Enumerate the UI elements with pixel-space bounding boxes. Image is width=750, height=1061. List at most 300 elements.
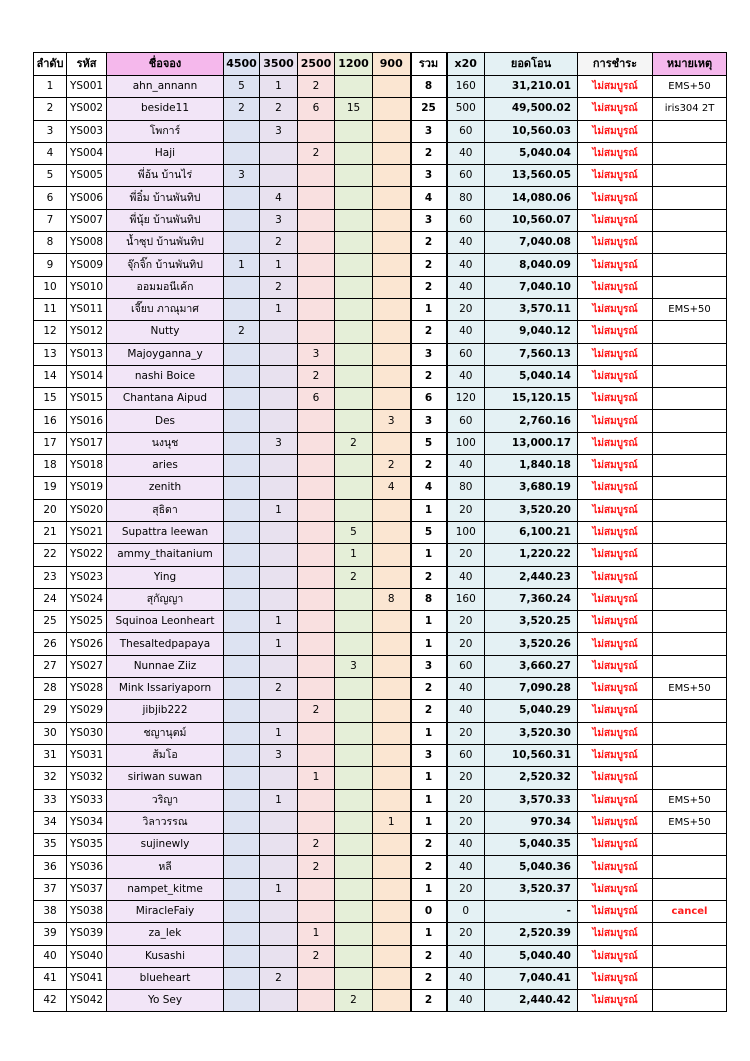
cell-code: YS025 (67, 611, 107, 633)
table-row (34, 521, 727, 543)
cell-3500: 2 (260, 678, 298, 700)
cell-4500 (224, 967, 260, 989)
cell-4500 (224, 120, 260, 142)
cell-code: YS016 (67, 410, 107, 432)
cell-900 (373, 98, 411, 120)
cell-1200 (335, 900, 373, 922)
cell-amount: 7,090.28 (485, 678, 578, 700)
cell-amount: 5,040.14 (485, 365, 578, 387)
cell-name: MiracleFaiy (107, 900, 224, 922)
header-2500: 2500 (298, 53, 335, 76)
cell-900 (373, 678, 411, 700)
table-row (34, 209, 727, 231)
cell-x20: 60 (447, 165, 485, 187)
cell-note: iris304 2T (653, 98, 727, 120)
cell-payment: ไม่สมบูรณ์ (578, 834, 653, 856)
cell-note (653, 276, 727, 298)
cell-2500 (298, 410, 335, 432)
cell-name: พี่อ้น บ้านไร่ (107, 165, 224, 187)
cell-x20: 40 (447, 834, 485, 856)
cell-total: 3 (411, 120, 447, 142)
cell-900: 2 (373, 455, 411, 477)
cell-payment: ไม่สมบูรณ์ (578, 343, 653, 365)
cell-1200 (335, 120, 373, 142)
cell-note (653, 165, 727, 187)
table-body (34, 76, 727, 1012)
cell-amount: 5,040.35 (485, 834, 578, 856)
cell-amount: 15,120.15 (485, 388, 578, 410)
cell-payment: ไม่สมบูรณ์ (578, 76, 653, 98)
cell-3500 (260, 767, 298, 789)
cell-4500: 2 (224, 98, 260, 120)
cell-3500: 2 (260, 967, 298, 989)
cell-x20: 20 (447, 811, 485, 833)
cell-3500 (260, 923, 298, 945)
header-row (34, 53, 727, 76)
cell-total: 3 (411, 655, 447, 677)
cell-amount: 3,520.26 (485, 633, 578, 655)
cell-total: 2 (411, 834, 447, 856)
cell-no: 25 (34, 611, 67, 633)
cell-2500: 2 (298, 700, 335, 722)
cell-2500: 2 (298, 834, 335, 856)
cell-3500 (260, 455, 298, 477)
cell-900 (373, 923, 411, 945)
cell-1200 (335, 477, 373, 499)
cell-code: YS012 (67, 321, 107, 343)
cell-code: YS015 (67, 388, 107, 410)
cell-x20: 40 (447, 990, 485, 1012)
cell-3500 (260, 900, 298, 922)
cell-4500 (224, 432, 260, 454)
cell-name: Haji (107, 142, 224, 164)
cell-4500 (224, 878, 260, 900)
table-row (34, 120, 727, 142)
cell-4500 (224, 388, 260, 410)
table-row (34, 298, 727, 320)
cell-note (653, 388, 727, 410)
cell-1200: 2 (335, 432, 373, 454)
cell-4500 (224, 633, 260, 655)
cell-900: 4 (373, 477, 411, 499)
cell-1200 (335, 499, 373, 521)
cell-note (653, 432, 727, 454)
cell-payment: ไม่สมบูรณ์ (578, 878, 653, 900)
table-row (34, 633, 727, 655)
cell-1200 (335, 298, 373, 320)
cell-4500 (224, 611, 260, 633)
cell-code: YS032 (67, 767, 107, 789)
cell-4500 (224, 767, 260, 789)
cell-1200 (335, 232, 373, 254)
cell-amount: 13,560.05 (485, 165, 578, 187)
cell-payment: ไม่สมบูรณ์ (578, 276, 653, 298)
cell-code: YS040 (67, 945, 107, 967)
cell-code: YS021 (67, 521, 107, 543)
cell-x20: 60 (447, 410, 485, 432)
cell-2500 (298, 990, 335, 1012)
cell-3500: 2 (260, 232, 298, 254)
cell-name: Supattra leewan (107, 521, 224, 543)
cell-note (653, 566, 727, 588)
cell-total: 1 (411, 811, 447, 833)
cell-total: 1 (411, 633, 447, 655)
cell-4500 (224, 566, 260, 588)
cell-total: 8 (411, 76, 447, 98)
cell-code: YS019 (67, 477, 107, 499)
cell-4500 (224, 544, 260, 566)
cell-900 (373, 365, 411, 387)
cell-900 (373, 187, 411, 209)
cell-payment: ไม่สมบูรณ์ (578, 232, 653, 254)
table-row (34, 967, 727, 989)
cell-amount: 7,040.41 (485, 967, 578, 989)
cell-name: ออมมอนีเค้ก (107, 276, 224, 298)
cell-code: YS018 (67, 455, 107, 477)
cell-1200: 3 (335, 655, 373, 677)
cell-name: วริญา (107, 789, 224, 811)
cell-code: YS042 (67, 990, 107, 1012)
cell-payment: ไม่สมบูรณ์ (578, 767, 653, 789)
cell-note (653, 700, 727, 722)
cell-1200 (335, 388, 373, 410)
cell-code: YS003 (67, 120, 107, 142)
cell-total: 2 (411, 276, 447, 298)
cell-total: 3 (411, 165, 447, 187)
cell-no: 39 (34, 923, 67, 945)
cell-2500 (298, 432, 335, 454)
cell-3500 (260, 588, 298, 610)
cell-code: YS036 (67, 856, 107, 878)
cell-total: 2 (411, 254, 447, 276)
cell-total: 3 (411, 343, 447, 365)
cell-x20: 160 (447, 588, 485, 610)
cell-no: 37 (34, 878, 67, 900)
cell-4500 (224, 700, 260, 722)
cell-4500 (224, 588, 260, 610)
cell-payment: ไม่สมบูรณ์ (578, 165, 653, 187)
cell-x20: 20 (447, 767, 485, 789)
cell-name: Thesaltedpapaya (107, 633, 224, 655)
table-row (34, 700, 727, 722)
cell-no: 15 (34, 388, 67, 410)
table-row (34, 878, 727, 900)
cell-amount: 2,440.23 (485, 566, 578, 588)
cell-payment: ไม่สมบูรณ์ (578, 187, 653, 209)
cell-4500 (224, 900, 260, 922)
cell-note (653, 499, 727, 521)
cell-900 (373, 343, 411, 365)
cell-no: 32 (34, 767, 67, 789)
cell-note (653, 990, 727, 1012)
cell-1200 (335, 633, 373, 655)
cell-no: 11 (34, 298, 67, 320)
cell-payment: ไม่สมบูรณ์ (578, 432, 653, 454)
cell-amount: 7,040.10 (485, 276, 578, 298)
cell-code: YS001 (67, 76, 107, 98)
cell-no: 40 (34, 945, 67, 967)
cell-name: Majoyganna_y (107, 343, 224, 365)
table-row (34, 499, 727, 521)
cell-4500 (224, 655, 260, 677)
cell-code: YS017 (67, 432, 107, 454)
table-row (34, 276, 727, 298)
table-row (34, 767, 727, 789)
cell-code: YS028 (67, 678, 107, 700)
cell-3500 (260, 945, 298, 967)
cell-no: 33 (34, 789, 67, 811)
cell-3500: 1 (260, 722, 298, 744)
cell-x20: 20 (447, 722, 485, 744)
cell-x20: 20 (447, 611, 485, 633)
header-code: รหัส (67, 53, 107, 76)
cell-3500 (260, 142, 298, 164)
cell-4500 (224, 343, 260, 365)
cell-3500: 1 (260, 611, 298, 633)
cell-x20: 100 (447, 432, 485, 454)
cell-4500 (224, 744, 260, 766)
cell-total: 1 (411, 767, 447, 789)
cell-no: 26 (34, 633, 67, 655)
cell-2500 (298, 455, 335, 477)
cell-1200 (335, 321, 373, 343)
cell-payment: ไม่สมบูรณ์ (578, 700, 653, 722)
cell-900 (373, 633, 411, 655)
cell-no: 6 (34, 187, 67, 209)
cell-code: YS030 (67, 722, 107, 744)
cell-no: 31 (34, 744, 67, 766)
cell-amount: 3,520.20 (485, 499, 578, 521)
cell-x20: 40 (447, 945, 485, 967)
cell-total: 4 (411, 187, 447, 209)
cell-name: หลี (107, 856, 224, 878)
header-900: 900 (373, 53, 411, 76)
cell-3500 (260, 165, 298, 187)
cell-4500 (224, 499, 260, 521)
cell-1200 (335, 165, 373, 187)
cell-amount: 2,520.39 (485, 923, 578, 945)
cell-x20: 40 (447, 142, 485, 164)
cell-name: beside11 (107, 98, 224, 120)
cell-payment: ไม่สมบูรณ์ (578, 499, 653, 521)
cell-900 (373, 499, 411, 521)
table-row (34, 923, 727, 945)
cell-note: EMS+50 (653, 811, 727, 833)
cell-3500: 1 (260, 789, 298, 811)
order-table (33, 52, 727, 1012)
cell-no: 38 (34, 900, 67, 922)
header-3500: 3500 (260, 53, 298, 76)
cell-x20: 160 (447, 76, 485, 98)
cell-3500: 1 (260, 254, 298, 276)
cell-code: YS010 (67, 276, 107, 298)
cell-amount: 3,660.27 (485, 655, 578, 677)
cell-payment: ไม่สมบูรณ์ (578, 544, 653, 566)
cell-no: 23 (34, 566, 67, 588)
cell-3500 (260, 834, 298, 856)
cell-note (653, 232, 727, 254)
cell-900 (373, 722, 411, 744)
cell-900 (373, 521, 411, 543)
cell-3500: 1 (260, 633, 298, 655)
cell-1200: 1 (335, 544, 373, 566)
cell-payment: ไม่สมบูรณ์ (578, 678, 653, 700)
cell-1200 (335, 923, 373, 945)
cell-note: cancel (653, 900, 727, 922)
cell-no: 35 (34, 834, 67, 856)
table-row (34, 432, 727, 454)
cell-note (653, 834, 727, 856)
cell-name: ชญานุตม์ (107, 722, 224, 744)
cell-3500: 1 (260, 878, 298, 900)
cell-1200 (335, 343, 373, 365)
cell-total: 1 (411, 499, 447, 521)
cell-total: 1 (411, 878, 447, 900)
cell-no: 7 (34, 209, 67, 231)
cell-total: 0 (411, 900, 447, 922)
cell-amount: 3,520.25 (485, 611, 578, 633)
cell-no: 28 (34, 678, 67, 700)
cell-note (653, 343, 727, 365)
cell-total: 2 (411, 856, 447, 878)
cell-note (653, 254, 727, 276)
cell-amount: 3,570.33 (485, 789, 578, 811)
cell-900 (373, 120, 411, 142)
cell-no: 42 (34, 990, 67, 1012)
cell-amount: 2,760.16 (485, 410, 578, 432)
header-4500: 4500 (224, 53, 260, 76)
table-row (34, 455, 727, 477)
cell-1200 (335, 834, 373, 856)
cell-note (653, 923, 727, 945)
cell-payment: ไม่สมบูรณ์ (578, 388, 653, 410)
cell-total: 3 (411, 744, 447, 766)
cell-2500 (298, 722, 335, 744)
cell-4500 (224, 298, 260, 320)
cell-name: นงนุช (107, 432, 224, 454)
cell-2500 (298, 120, 335, 142)
cell-name: nashi Boice (107, 365, 224, 387)
cell-x20: 40 (447, 700, 485, 722)
cell-name: Yo Sey (107, 990, 224, 1012)
cell-note (653, 655, 727, 677)
cell-code: YS013 (67, 343, 107, 365)
table-row (34, 655, 727, 677)
cell-x20: 20 (447, 789, 485, 811)
cell-no: 18 (34, 455, 67, 477)
cell-amount: 7,360.24 (485, 588, 578, 610)
cell-1200 (335, 76, 373, 98)
cell-4500 (224, 923, 260, 945)
cell-4500: 3 (224, 165, 260, 187)
cell-no: 3 (34, 120, 67, 142)
cell-code: YS004 (67, 142, 107, 164)
cell-4500: 2 (224, 321, 260, 343)
cell-code: YS034 (67, 811, 107, 833)
cell-amount: 10,560.31 (485, 744, 578, 766)
cell-total: 1 (411, 544, 447, 566)
table-row (34, 990, 727, 1012)
cell-4500 (224, 187, 260, 209)
cell-900 (373, 298, 411, 320)
cell-900 (373, 254, 411, 276)
cell-amount: 10,560.07 (485, 209, 578, 231)
cell-name: ส้มโอ (107, 744, 224, 766)
cell-3500 (260, 990, 298, 1012)
cell-note (653, 365, 727, 387)
cell-code: YS027 (67, 655, 107, 677)
cell-3500 (260, 856, 298, 878)
cell-2500 (298, 276, 335, 298)
cell-note (653, 878, 727, 900)
cell-name: Kusashi (107, 945, 224, 967)
cell-2500 (298, 499, 335, 521)
cell-2500: 2 (298, 365, 335, 387)
cell-code: YS011 (67, 298, 107, 320)
cell-900 (373, 945, 411, 967)
cell-note: EMS+50 (653, 678, 727, 700)
cell-no: 16 (34, 410, 67, 432)
cell-4500 (224, 722, 260, 744)
cell-no: 36 (34, 856, 67, 878)
cell-x20: 120 (447, 388, 485, 410)
cell-x20: 20 (447, 499, 485, 521)
cell-payment: ไม่สมบูรณ์ (578, 254, 653, 276)
cell-2500 (298, 633, 335, 655)
table-row (34, 611, 727, 633)
cell-payment: ไม่สมบูรณ์ (578, 588, 653, 610)
cell-1200 (335, 365, 373, 387)
table-row (34, 76, 727, 98)
table-row (34, 254, 727, 276)
cell-name: ahn_annann (107, 76, 224, 98)
cell-no: 34 (34, 811, 67, 833)
header-1200: 1200 (335, 53, 373, 76)
cell-1200 (335, 611, 373, 633)
cell-900 (373, 142, 411, 164)
cell-x20: 40 (447, 678, 485, 700)
cell-note (653, 142, 727, 164)
cell-amount: 14,080.06 (485, 187, 578, 209)
cell-x20: 0 (447, 900, 485, 922)
cell-3500 (260, 811, 298, 833)
table-row (34, 678, 727, 700)
cell-amount: 7,040.08 (485, 232, 578, 254)
cell-code: YS020 (67, 499, 107, 521)
cell-3500 (260, 410, 298, 432)
cell-x20: 40 (447, 254, 485, 276)
cell-4500 (224, 477, 260, 499)
cell-amount: 2,440.42 (485, 990, 578, 1012)
cell-4500 (224, 811, 260, 833)
cell-payment: ไม่สมบูรณ์ (578, 633, 653, 655)
table-row (34, 343, 727, 365)
cell-payment: ไม่สมบูรณ์ (578, 410, 653, 432)
cell-no: 17 (34, 432, 67, 454)
cell-name: ammy_thaitanium (107, 544, 224, 566)
cell-3500 (260, 544, 298, 566)
cell-900 (373, 990, 411, 1012)
cell-note (653, 120, 727, 142)
cell-total: 8 (411, 588, 447, 610)
cell-2500 (298, 209, 335, 231)
cell-4500 (224, 789, 260, 811)
cell-payment: ไม่สมบูรณ์ (578, 744, 653, 766)
table-row (34, 722, 727, 744)
cell-2500 (298, 298, 335, 320)
cell-name: เจี๊ยบ ภาณุมาศ (107, 298, 224, 320)
cell-4500 (224, 365, 260, 387)
